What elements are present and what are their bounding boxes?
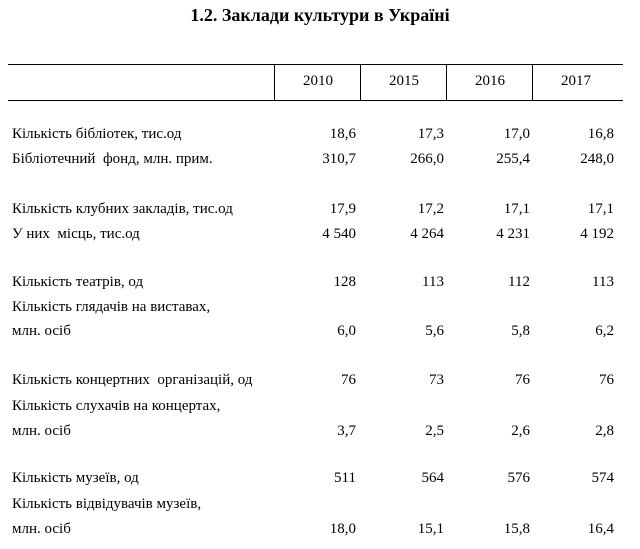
table-top-border bbox=[8, 64, 623, 65]
table-row bbox=[0, 296, 640, 318]
value-cell: 2,8 bbox=[595, 423, 614, 439]
table-row bbox=[0, 493, 640, 515]
value-cell: 113 bbox=[422, 274, 444, 290]
row-label: Кількість музеїв, од bbox=[12, 470, 139, 486]
value-cell: 17,2 bbox=[417, 201, 444, 217]
table-row bbox=[0, 467, 640, 489]
value-cell: 76 bbox=[599, 372, 614, 388]
row-label: Кількість глядачів на виставах, bbox=[12, 299, 211, 315]
value-cell: 16,8 bbox=[587, 126, 614, 142]
value-cell: 248,0 bbox=[580, 151, 614, 167]
value-cell: 17,0 bbox=[503, 126, 530, 142]
value-cell: 18,6 bbox=[329, 126, 356, 142]
value-cell: 310,7 bbox=[322, 151, 356, 167]
value-cell: 2,6 bbox=[511, 423, 530, 439]
value-cell: 3,7 bbox=[337, 423, 356, 439]
row-label: млн. осіб bbox=[12, 323, 71, 339]
value-cell: 112 bbox=[508, 274, 530, 290]
value-cell: 17,1 bbox=[503, 201, 530, 217]
row-label: Кількість відвідувачів музеїв, bbox=[12, 496, 202, 512]
value-cell: 5,8 bbox=[511, 323, 530, 339]
value-cell: 4 231 bbox=[496, 226, 530, 242]
table-row bbox=[0, 271, 640, 293]
year-header-2016: 2016 bbox=[475, 73, 505, 89]
value-cell: 564 bbox=[421, 470, 444, 486]
table-row bbox=[0, 198, 640, 220]
value-cell: 128 bbox=[333, 274, 356, 290]
value-cell: 6,2 bbox=[595, 323, 614, 339]
value-cell: 511 bbox=[334, 470, 356, 486]
value-cell: 17,9 bbox=[329, 201, 356, 217]
value-cell: 16,4 bbox=[587, 521, 614, 537]
row-label: Бібліотечний фонд, млн. прим. bbox=[12, 151, 213, 167]
value-cell: 17,1 bbox=[587, 201, 614, 217]
row-label: У них місць, тис.од bbox=[12, 226, 140, 242]
value-cell: 576 bbox=[507, 470, 530, 486]
value-cell: 15,8 bbox=[503, 521, 530, 537]
value-cell: 6,0 bbox=[337, 323, 356, 339]
value-cell: 73 bbox=[429, 372, 444, 388]
table-row bbox=[0, 369, 640, 391]
table-header-border bbox=[8, 100, 623, 101]
row-label: млн. осіб bbox=[12, 423, 71, 439]
value-cell: 113 bbox=[592, 274, 614, 290]
table-row bbox=[0, 395, 640, 417]
value-cell: 76 bbox=[341, 372, 356, 388]
value-cell: 4 264 bbox=[410, 226, 444, 242]
value-cell: 15,1 bbox=[417, 521, 444, 537]
value-cell: 266,0 bbox=[410, 151, 444, 167]
row-label: Кількість бібліотек, тис.од bbox=[12, 126, 182, 142]
value-cell: 76 bbox=[515, 372, 530, 388]
value-cell: 18,0 bbox=[329, 521, 356, 537]
table-row bbox=[0, 148, 640, 170]
page-title: 1.2. Заклади культури в Україні bbox=[190, 5, 450, 25]
table-row bbox=[0, 320, 640, 342]
value-cell: 574 bbox=[591, 470, 614, 486]
year-header-2015: 2015 bbox=[389, 73, 419, 89]
row-label: Кількість театрів, од bbox=[12, 274, 144, 290]
year-header-2010: 2010 bbox=[303, 73, 333, 89]
row-label: Кількість клубних закладів, тис.од bbox=[12, 201, 233, 217]
table-row bbox=[0, 518, 640, 540]
value-cell: 17,3 bbox=[417, 126, 444, 142]
value-cell: 5,6 bbox=[425, 323, 444, 339]
table-row bbox=[0, 123, 640, 145]
row-label: Кількість концертних організацій, од bbox=[12, 372, 253, 388]
row-label: млн. осіб bbox=[12, 521, 71, 537]
table-row bbox=[0, 223, 640, 245]
table-row bbox=[0, 420, 640, 442]
value-cell: 4 540 bbox=[322, 226, 356, 242]
value-cell: 2,5 bbox=[425, 423, 444, 439]
value-cell: 255,4 bbox=[496, 151, 530, 167]
row-label: Кількість слухачів на концертах, bbox=[12, 398, 221, 414]
year-header-2017: 2017 bbox=[561, 73, 591, 89]
value-cell: 4 192 bbox=[580, 226, 614, 242]
